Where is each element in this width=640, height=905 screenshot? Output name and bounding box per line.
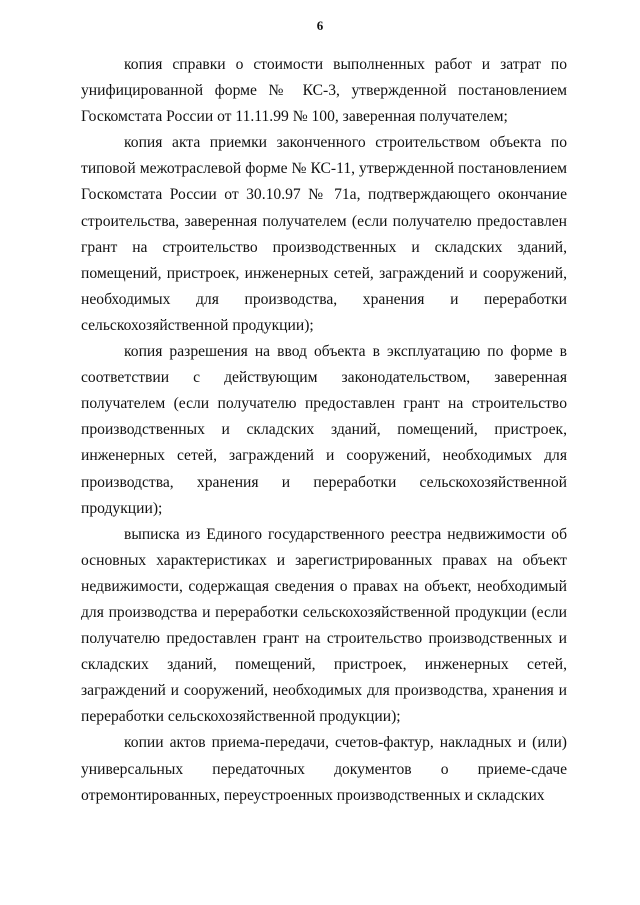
page-number: 6 (316, 18, 324, 33)
paragraph-ks3-certificate: копия справки о стоимости выполненных работ и затрат по унифицированной форме № КС-3, утвержденной постановлением Госкомстата России от 11.11.99 № 100, заверенная получателем; (81, 56, 567, 126)
paragraph-transfer-acts: копии актов приема-передачи, счетов-фактур, накладных и (или) универсальных передаточных документов о приеме-сдаче отремонтированных, переустроенных производственных и складских (81, 734, 567, 804)
paragraph-ks11-acceptance-act: копия акта приемки законченного строительством объекта по типовой межотраслевой форме № КС-11, утвержденной постановлением Госкомстата России от 30.10.97 № 71а, подтверждающего окончание строительства, заверенная получателем (если получателю предоставлен грант на строительство производственных и складских зданий, помещений, пристроек, инженерных сетей, заграждений и сооружений, необходимых для производства, хранения и переработки сельскохозяйственной продукции); (81, 134, 567, 334)
document-body (81, 52, 567, 809)
paragraph-commissioning-permit: копия разрешения на ввод объекта в эксплуатацию по форме в соответствии с действующим законодательством, заверенная получателем (если получателю предоставлен грант на строительство производственных и складских зданий, помещений, пристроек, инженерных сетей, заграждений и сооружений, необходимых для производства, хранения и переработки сельскохозяйственной продукции); (81, 343, 567, 517)
paragraph-real-estate-register-extract: выписка из Единого государственного реестра недвижимости об основных характеристиках и зарегистрированных правах на объект недвижимости, содержащая сведения о правах на объект, необходимый для производства и переработки сельскохозяйственной продукции (если получателю предоставлен грант на строительство производственных и складских зданий, помещений, пристроек, инженерных сетей, заграждений и сооружений, необходимых для производства, хранения и переработки сельскохозяйственной продукции); (81, 525, 567, 726)
